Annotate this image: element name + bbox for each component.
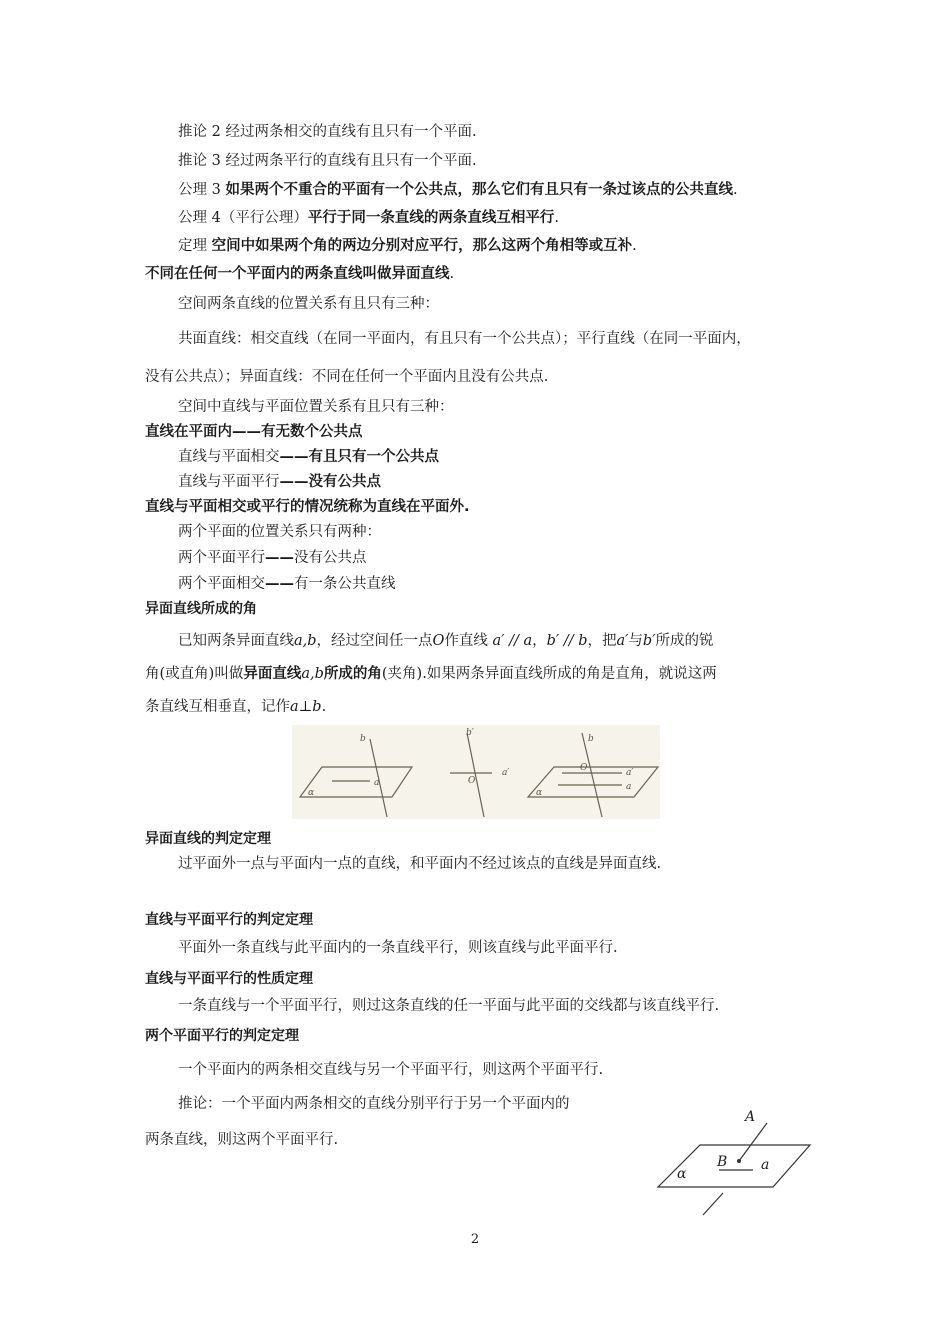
line-parallel-plane xyxy=(178,472,381,492)
p1-e: ，把 xyxy=(587,633,617,649)
axiom-3 xyxy=(178,180,738,200)
label-a-4: a xyxy=(761,1157,770,1173)
axiom-4 xyxy=(178,208,559,228)
theorem-end: . xyxy=(632,238,637,254)
axiom-4-text: 平行于同一条直线的两条直线互相平行 xyxy=(307,210,555,226)
label-O-2: O xyxy=(468,776,476,786)
p2-a: 角(或直角)叫做 xyxy=(145,666,244,682)
line-relations-2: 没有公共点）；异面直线：不同在任何一个平面内且没有公共点. xyxy=(145,369,549,385)
skew-angle-para-2 xyxy=(145,664,717,684)
p1-g: 所成的锐 xyxy=(655,633,714,649)
planes-intersect-dash: —— xyxy=(265,576,294,592)
axiom-4-end: . xyxy=(554,210,559,226)
planes-parallel-corollary-2: 两条直线，则这两个平面平行. xyxy=(145,1132,339,1148)
p1-d: ， xyxy=(532,633,547,649)
intersect-label: 直线与平面相交 xyxy=(178,449,280,465)
theorem-text: 空间中如果两个角的两边分别对应平行，那么这两个角相等或互补 xyxy=(211,238,633,254)
p3-a: 条直线互相垂直，记作 xyxy=(145,699,290,715)
line-plane-parallel-criterion-text: 平面外一条直线与此平面内的一条直线平行，则该直线与此平面平行. xyxy=(178,940,618,956)
line-in-plane: 直线在平面内——有无数个公共点 xyxy=(145,424,363,440)
label-b-prime: b′ xyxy=(466,728,474,738)
label-a-3: a xyxy=(626,782,632,792)
skew-definition-text: 不同在任何一个平面内的两条直线叫做异面直线 xyxy=(145,266,450,282)
line-b-3 xyxy=(582,733,602,817)
label-a-1: a xyxy=(374,778,380,788)
skew-criterion-text: 过平面外一点与平面内一点的直线，和平面内不经过该点的直线是异面直线. xyxy=(178,856,662,872)
skew-angle-para-1 xyxy=(178,631,714,651)
line-b-prime xyxy=(467,733,484,817)
line-intersects-plane xyxy=(178,447,439,467)
p2-c: 所成的角 xyxy=(323,666,382,682)
planes-intersect-desc: 有一条公共直线 xyxy=(294,576,396,592)
skew-angle-figures-svg xyxy=(292,725,660,819)
planes-parallel-dash: —— xyxy=(265,550,294,566)
p1-ap: a′ // a xyxy=(492,633,533,649)
label-b-3: b xyxy=(588,734,594,744)
planes-parallel xyxy=(178,548,367,568)
corollary-2: 推论 2 经过两条相交的直线有且只有一个平面. xyxy=(178,124,477,140)
heading-skew-angle: 异面直线所成的角 xyxy=(145,601,257,617)
p2-b: 异面直线 xyxy=(243,666,302,682)
skew-definition-end: . xyxy=(449,266,455,282)
p3-m: a⊥b xyxy=(290,699,322,715)
line-outside-plane: 直线与平面相交或平行的情况统称为直线在平面外. xyxy=(145,499,470,515)
p1-c: 作直线 xyxy=(444,633,493,649)
line-lower xyxy=(703,1193,723,1215)
plane-relations-intro: 两个平面的位置关系只有两种： xyxy=(178,524,381,540)
heading-line-plane-parallel-criterion: 直线与平面平行的判定定理 xyxy=(145,912,313,928)
planes-parallel-corollary-1: 推论：一个平面内两条相交的直线分别平行于另一个平面内的 xyxy=(178,1096,570,1112)
theorem-angles xyxy=(178,236,637,256)
line-A-B xyxy=(739,1123,767,1161)
p2-ab: a,b xyxy=(301,666,324,682)
heading-planes-parallel-criterion: 两个平面平行的判定定理 xyxy=(145,1028,299,1044)
axiom-4-label: 公理 4（平行公理） xyxy=(178,210,308,226)
label-alpha-1: α xyxy=(308,788,315,798)
skew-angle-para-3 xyxy=(145,697,326,717)
heading-skew-criterion: 异面直线的判定定理 xyxy=(145,831,271,847)
parallel-label: 直线与平面平行 xyxy=(178,474,280,490)
label-A: A xyxy=(745,1109,756,1125)
planes-intersect xyxy=(178,574,396,594)
p1-O: O xyxy=(432,633,445,649)
line-plane-figure xyxy=(655,1105,815,1220)
p1-bp: b′ // b xyxy=(546,633,588,649)
point-B xyxy=(737,1159,741,1163)
p2-d: (夹角).如果两条异面直线所成的角是直角，就说这两 xyxy=(381,666,717,682)
planes-intersect-label: 两个平面相交 xyxy=(178,576,265,592)
skew-angle-figures xyxy=(292,725,660,819)
p1-ap2: a′ xyxy=(616,633,629,649)
p1-a: 已知两条异面直线 xyxy=(178,633,294,649)
line-plane-figure-svg xyxy=(655,1105,815,1220)
line-plane-parallel-property-text: 一条直线与一个平面平行，则过这条直线的任一平面与此平面的交线都与该直线平行. xyxy=(178,998,720,1014)
label-alpha-3: α xyxy=(536,788,543,798)
heading-line-plane-parallel-property: 直线与平面平行的性质定理 xyxy=(145,971,313,987)
label-O-3: O xyxy=(580,763,588,773)
label-B: B xyxy=(717,1154,728,1170)
page-number: 2 xyxy=(470,1232,480,1247)
planes-parallel-desc: 没有公共点 xyxy=(294,550,367,566)
planes-parallel-criterion-text: 一个平面内的两条相交直线与另一个平面平行，则这两个平面平行. xyxy=(178,1062,604,1078)
p1-b: ，经过空间任一点 xyxy=(316,633,433,649)
line-plane-intro: 空间中直线与平面位置关系有且只有三种： xyxy=(178,399,454,415)
axiom-3-text: 如果两个不重合的平面有一个公共点，那么它们有且只有一条过该点的公共直线 xyxy=(225,182,733,198)
line-relations-1: 共面直线：相交直线（在同一平面内，有且只有一个公共点）；平行直线（在同一平面内， xyxy=(178,331,751,347)
label-alpha-4: α xyxy=(677,1166,687,1182)
theorem-label: 定理 xyxy=(178,238,212,254)
label-b-1: b xyxy=(360,734,366,744)
plane-alpha-1 xyxy=(300,767,412,797)
parallel-desc: ——没有公共点 xyxy=(279,474,381,490)
p1-bp2: b′ xyxy=(642,633,656,649)
label-a-prime-3: a′ xyxy=(626,768,634,778)
label-a-prime: a′ xyxy=(502,768,510,778)
plane-alpha-3 xyxy=(528,767,658,797)
skew-lines-definition xyxy=(145,264,454,284)
p1-ab: a,b xyxy=(294,633,317,649)
p3-b: . xyxy=(321,699,327,715)
intersect-desc: ——有且只有一个公共点 xyxy=(279,449,439,465)
planes-parallel-label: 两个平面平行 xyxy=(178,550,265,566)
line-relations-intro: 空间两条直线的位置关系有且只有三种： xyxy=(178,296,439,312)
corollary-3: 推论 3 经过两条平行的直线有且只有一个平面. xyxy=(178,153,477,169)
axiom-3-end: . xyxy=(732,182,738,198)
p1-f: 与 xyxy=(628,633,643,649)
axiom-3-label: 公理 3 xyxy=(178,182,226,198)
